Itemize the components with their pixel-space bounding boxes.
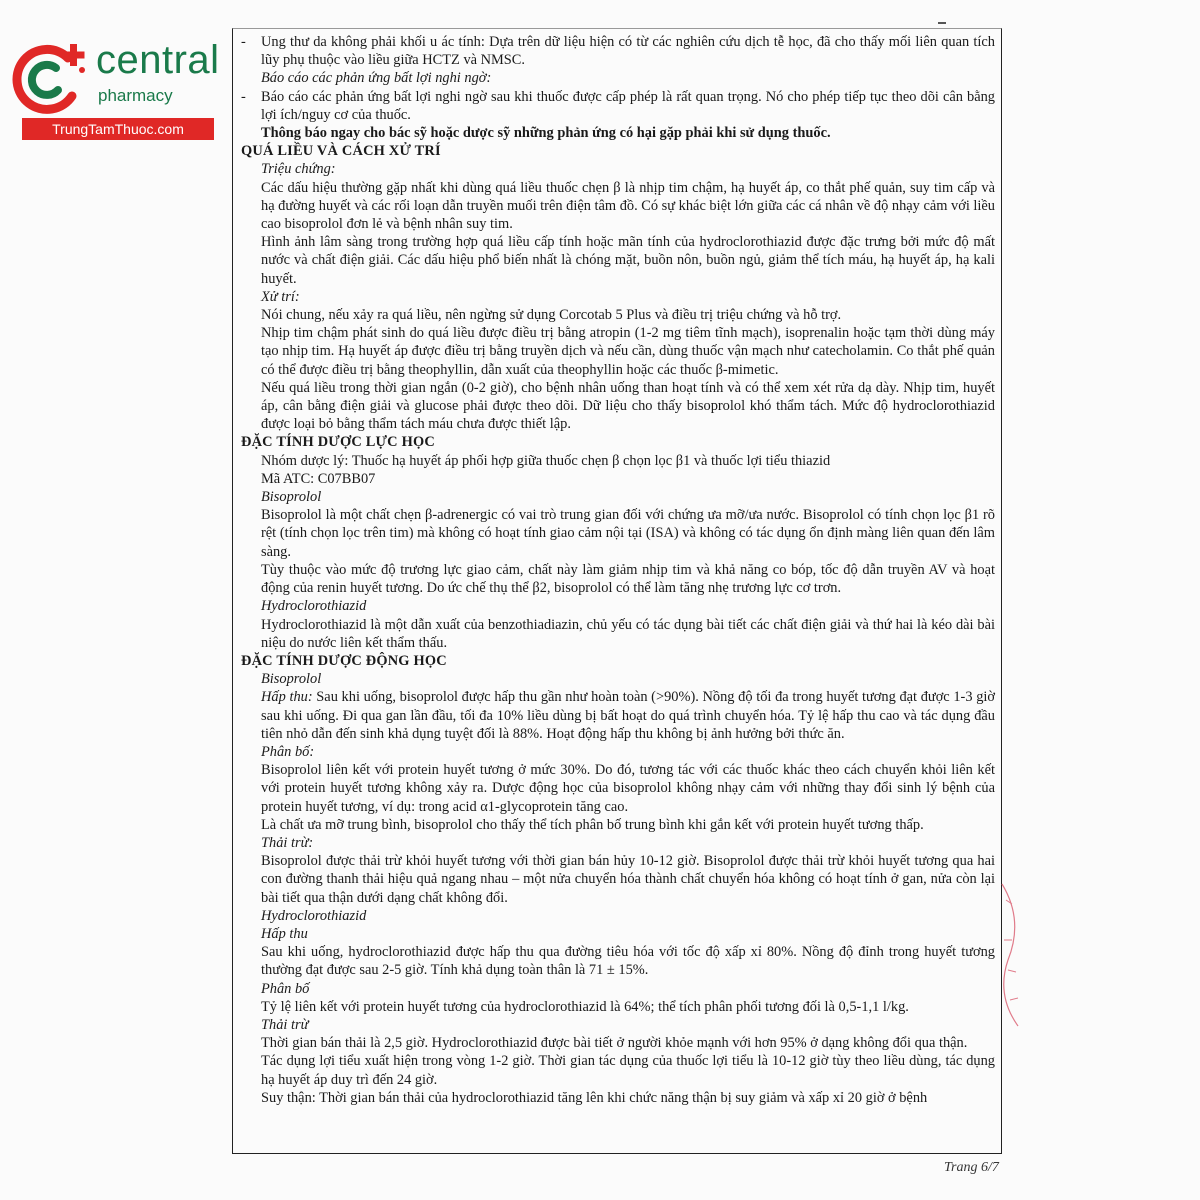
subheading: Triệu chứng: <box>261 161 336 178</box>
logo-brand-text: central <box>96 38 220 82</box>
subheading: Thải trừ <box>261 1016 309 1033</box>
paragraph: Sau khi uống, hydroclorothiazid được hấp thu qua đường tiêu hóa với tốc độ xấp xỉ 80%. Nồng độ đỉnh trong huyết tương thường đạt được sau 2-5 giờ. Tính khả dụng toàn thân là 71 ± 15%. <box>261 944 995 979</box>
section-heading: ĐẶC TÍNH DƯỢC LỰC HỌC <box>241 434 435 451</box>
paragraph: Nhịp tim chậm phát sinh do quá liều được điều trị bằng atropin (1-2 mg tiêm tĩnh mạch), isoprenalin hoặc tạm thời dùng máy tạo nhịp tim. Hạ huyết áp được điều trị bằng truyền dịch và nếu cần, dùng thuốc vận mạch như catecholamin. Co thắt phế quản có thể được điều trị bằng theophyllin, dẫn xuất của theophyllin hoặc các thuốc β-mimetic. <box>261 325 995 378</box>
paragraph: Tùy thuộc vào mức độ trương lực giao cảm, chất này làm giảm nhịp tim và khả năng co bóp, tốc độ dẫn truyền AV và hoạt động của renin huyết tương. Do ức chế thụ thể β2, bisoprolol có thể làm tăng nhẹ trương lực cơ trơn. <box>261 561 995 597</box>
inline-label: Hấp thu: <box>261 689 313 706</box>
section-heading: ĐẶC TÍNH DƯỢC ĐỘNG HỌC <box>241 652 447 669</box>
subheading: Thải trừ: <box>261 834 314 851</box>
section-heading: QUÁ LIỀU VÀ CÁCH XỬ TRÍ <box>241 143 441 160</box>
paragraph: Tác dụng lợi tiểu xuất hiện trong vòng 1-2 giờ. Thời gian tác dụng của thuốc lợi tiểu là 10-12 giờ tùy theo liều dùng, tác dụng hạ huyết áp duy trì đến 24 giờ. <box>261 1053 995 1088</box>
bullet-text: Ung thư da không phải khối u ác tính: Dựa trên dữ liệu hiện có từ các nghiên cứu dịch tễ học, đã cho thấy mối liên quan tích lũy phụ thuộc vào liều giữa HCTZ và NMSC. <box>261 34 995 69</box>
red-stamp-mark <box>998 880 1028 1030</box>
subheading: Hydroclorothiazid <box>261 907 367 924</box>
paragraph: Hình ảnh lâm sàng trong trường hợp quá liều cấp tính hoặc mãn tính của hydroclorothiazid được đặc trưng bởi mức độ mất nước và chất điện giải. Các dấu hiệu phổ biến nhất là chóng mặt, buồn nôn, buồn ngủ, giảm thể tích máu, hạ huyết áp, hạ kali huyết. <box>261 234 995 287</box>
paragraph: Nếu quá liều trong thời gian ngắn (0-2 giờ), cho bệnh nhân uống than hoạt tính và có thể xem xét rửa dạ dày. Nhịp tim, huyết áp, cân bằng điện giải và glucose phải được theo dõi. Dữ liệu cho thấy bisoprolol khó thẩm tách. Mức độ hydroclorothiazid được loại bỏ bằng thẩm tách máu chưa được thiết lập. <box>261 379 995 433</box>
subheading: Phân bố <box>261 980 310 997</box>
paragraph: Mã ATC: C07BB07 <box>261 470 376 487</box>
paragraph: Nói chung, nếu xảy ra quá liều, nên ngừng sử dụng Corcotab 5 Plus và điều trị triệu chứng và hỗ trợ. <box>261 307 842 324</box>
subheading: Xử trí: <box>261 288 300 305</box>
paragraph: Hydroclorothiazid là một dẫn xuất của benzothiadiazin, chủ yếu có tác dụng bài tiết các chất điện giải và thứ hai là kéo dài bài niệu do nước liên kết thẩm thấu. <box>261 616 995 651</box>
bullet-text: Báo cáo các phản ứng bất lợi nghi ngờ sau khi thuốc được cấp phép là rất quan trọng. Nó cho phép tiếp tục theo dõi cân bằng lợi ích/nguy cơ của thuốc. <box>261 88 995 123</box>
subheading: Hấp thu <box>261 925 308 942</box>
paragraph: Tỷ lệ liên kết với protein huyết tương của hydroclorothiazid là 64%; thể tích phân phối tương đối là 0,5-1,1 l/kg. <box>261 998 909 1015</box>
warning-notice: Thông báo ngay cho bác sỹ hoặc dược sỹ những phản ứng có hại gặp phải khi sử dụng thuốc. <box>261 125 831 142</box>
logo-subtitle: pharmacy <box>98 86 173 105</box>
paragraph <box>241 688 995 743</box>
bullet-item: - Ung thư da không phải khối u ác tính: Dựa trên dữ liệu hiện có từ các nghiên cứu dịch tễ học, đã cho thấy mối liên quan tích lũy phụ thuộc vào liều giữa HCTZ và NMSC. <box>241 34 995 69</box>
bullet-item: - Báo cáo các phản ứng bất lợi nghi ngờ sau khi thuốc được cấp phép là rất quan trọng. Nó cho phép tiếp tục theo dõi cân bằng lợi ích/nguy cơ của thuốc. <box>241 88 995 123</box>
scan-mark <box>938 22 946 24</box>
subheading: Phân bố: <box>261 743 315 760</box>
paragraph: Suy thận: Thời gian bán thải của hydroclorothiazid tăng lên khi chức năng thận bị suy giảm và xấp xỉ 20 giờ ở bệnh <box>261 1089 928 1106</box>
subheading: Hydroclorothiazid <box>261 598 367 615</box>
subheading: Bisoprolol <box>261 489 322 506</box>
paragraph: Nhóm dược lý: Thuốc hạ huyết áp phối hợp giữa thuốc chẹn β chọn lọc β1 và thuốc lợi tiểu thiazid <box>261 452 831 469</box>
paragraph: Các dấu hiệu thường gặp nhất khi dùng quá liều thuốc chẹn β là nhịp tim chậm, hạ huyết áp, co thắt phế quản, suy tim cấp và hạ đường huyết và các rối loạn dẫn truyền muối trên điện tâm đồ. Có sự khác biệt lớn giữa các cá nhân về độ nhạy cảm với liều cao bisoprolol đơn lẻ và bệnh nhân suy tim. <box>261 179 995 233</box>
subheading: Bisoprolol <box>261 671 322 688</box>
document-body <box>241 33 995 1107</box>
paragraph: Bisoprolol được thải trừ khỏi huyết tương với thời gian bán hủy 10-12 giờ. Bisoprolol được thải trừ khỏi huyết tương qua hai con đường thanh thải hiệu quả ngang nhau – một nửa chuyển hóa thành chất chuyển hóa không có hoạt tính ở gan, nửa còn lại bài tiết qua thận dưới dạng chất không đổi. <box>261 853 995 906</box>
paragraph-text: Sau khi uống, bisoprolol được hấp thu gần như hoàn toàn (>90%). Nồng độ tối đa trong huyết tương đạt được 1-3 giờ sau khi uống. Đi qua gan lần đầu, tối đa 10% liều dùng bị bất hoạt do quá trình chuyển hóa. Tỷ lệ hấp thu cao và tác dụng đầu tiên nhỏ dẫn đến sinh khả dụng tuyệt đối là 88%. Hoạt động hấp thu không bị ảnh hưởng bởi thức ăn. <box>261 689 996 742</box>
logo-emblem-icon <box>10 40 94 120</box>
paragraph: Bisoprolol liên kết với protein huyết tương ở mức 30%. Do đó, tương tác với các thuốc khác theo cách chuyển khỏi liên kết với protein huyết tương không xảy ra. Dược động học của bisoprolol không nhạy cảm với những thay đổi sinh lý bệnh của protein huyết tương, ví dụ: trong acid α1-glycoprotein tăng cao. <box>261 762 995 815</box>
subheading: Báo cáo các phản ứng bất lợi nghi ngờ: <box>261 70 492 87</box>
paragraph: Bisoprolol là một chất chẹn β-adrenergic có vai trò trung gian đối với chứng ưa mỡ/ưa nước. Bisoprolol có tính chọn lọc β1 rõ rệt (tính chọn lọc trên tim) mà không có hoạt tính giao cảm nội tại (ISA) và không có tác dụng ổn định màng liên quan đến lâm sàng. <box>261 507 995 560</box>
page-number: Trang 6/7 <box>944 1160 999 1175</box>
pharmacy-logo <box>10 38 220 140</box>
paragraph: Thời gian bán thải là 2,5 giờ. Hydroclorothiazid được bài tiết ở người khỏe mạnh với hơn 95% ở dạng không đổi qua thận. <box>261 1035 968 1052</box>
document-page <box>232 28 1002 1154</box>
logo-banner: TrungTamThuoc.com <box>22 118 214 140</box>
paragraph: Là chất ưa mỡ trung bình, bisoprolol cho thấy thể tích phân bố trung bình khi gắn kết với protein huyết tương thấp. <box>261 816 924 833</box>
